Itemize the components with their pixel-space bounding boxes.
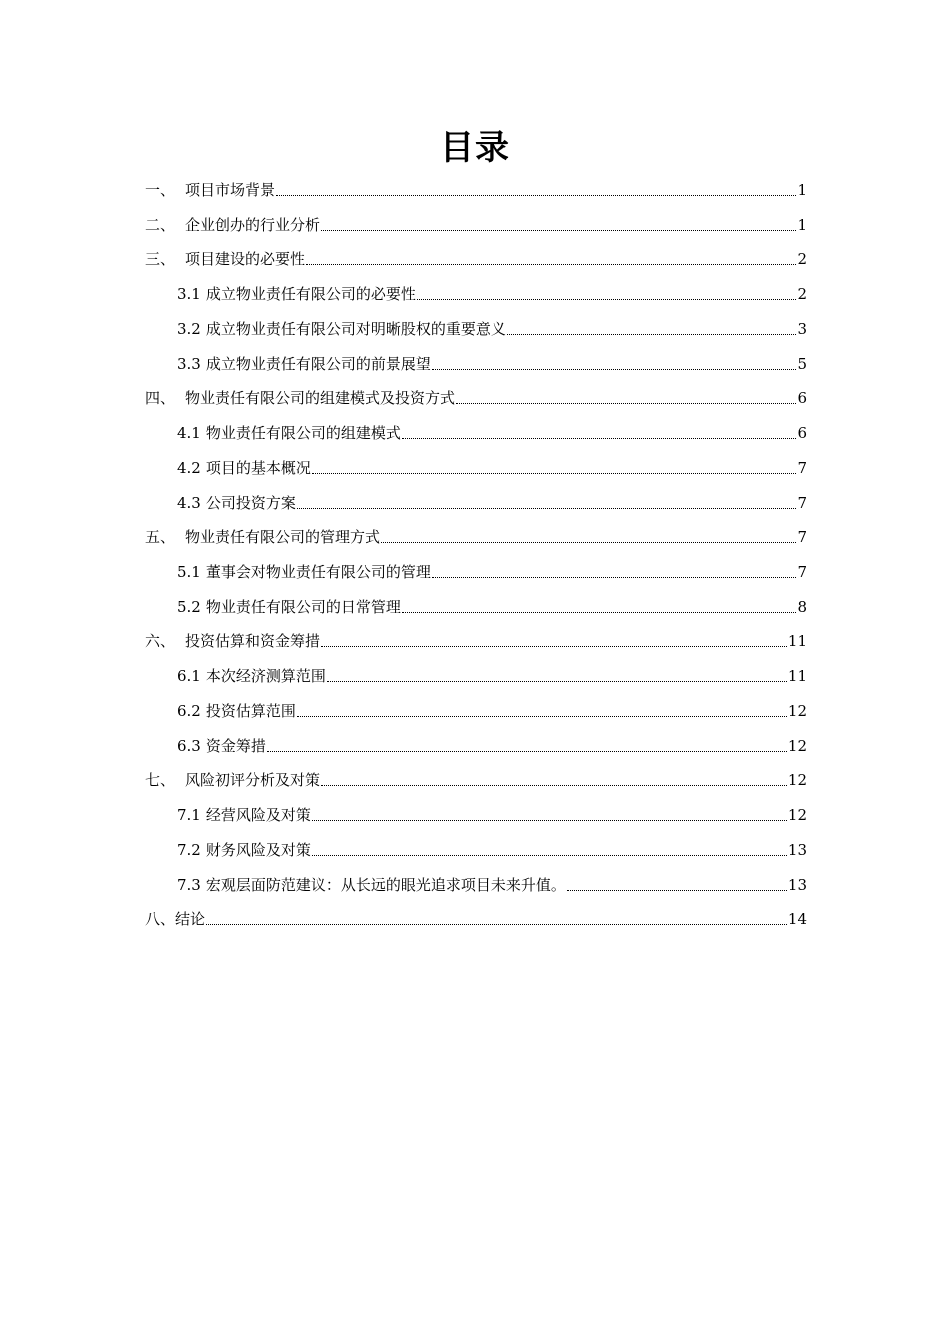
toc-entry[interactable] [177,348,807,374]
dot-leader [312,820,787,821]
dot-leader [456,403,796,404]
toc-entry[interactable] [177,660,807,686]
dot-leader [206,924,787,925]
toc-entry[interactable] [145,382,807,408]
toc-entry[interactable] [177,313,807,339]
dot-leader [312,473,797,474]
toc-entry-number: 七、 [145,771,176,789]
dot-leader [507,334,797,335]
dot-leader [321,230,796,231]
dot-leader [381,542,796,543]
toc-entry[interactable] [145,521,807,547]
toc-entry-page: 6 [797,389,807,407]
toc-entry[interactable] [177,452,807,478]
toc-entry-number: 7.2 [177,841,201,859]
toc-entry[interactable] [177,487,807,513]
toc-entry-text: 风险初评分析及对策 [185,771,321,789]
dot-leader [297,716,787,717]
toc-entry-number: 6.3 [177,737,201,755]
toc-entry-page: 13 [787,876,807,894]
dot-leader [327,681,787,682]
dot-leader [276,195,796,196]
toc-entry-page: 7 [797,494,807,512]
toc-entry-text: 成立物业责任有限公司的前景展望 [205,355,431,373]
toc-entry-text: 项目建设的必要性 [185,250,306,268]
toc-entry-page: 12 [787,806,807,824]
toc-title: 目录 [440,128,510,168]
toc-entry[interactable] [145,174,807,200]
toc-entry[interactable] [177,730,807,756]
toc-entry-text: 资金筹措 [205,737,266,755]
toc-entry-number: 7.3 [177,876,201,894]
toc-entry[interactable] [177,556,807,582]
toc-entry-page: 3 [797,320,807,338]
dot-leader [402,438,797,439]
toc-entry-text: 物业责任有限公司的管理方式 [185,528,381,546]
toc-entry-page: 1 [797,216,807,234]
toc-entry-number: 三、 [145,250,176,268]
toc-entry-page: 1 [797,181,807,199]
toc-entry-page: 2 [797,250,807,268]
toc-entry-page: 11 [787,667,807,685]
toc-entry-text: 董事会对物业责任有限公司的管理 [205,563,431,581]
dot-leader [417,299,797,300]
toc-entry[interactable] [177,834,807,860]
toc-entry[interactable] [177,591,807,617]
toc-entry-number: 6.1 [177,667,201,685]
toc-entry[interactable] [145,903,807,929]
toc-entry-page: 14 [787,910,807,928]
toc-entry-text: 本次经济测算范围 [205,667,326,685]
dot-leader [402,612,797,613]
dot-leader [297,508,797,509]
toc-entry[interactable] [145,764,807,790]
toc-entry-page: 13 [787,841,807,859]
dot-leader [567,890,787,891]
toc-entry-number: 7.1 [177,806,201,824]
toc-entry-page: 5 [797,355,807,373]
toc-entry-page: 8 [797,598,807,616]
toc-entry-page: 12 [787,771,807,789]
dot-leader [267,751,787,752]
dot-leader [321,785,787,786]
dot-leader [432,369,797,370]
toc-entry-text: 企业创办的行业分析 [185,216,321,234]
toc-entry-number: 4.1 [177,424,201,442]
toc-entry-text: 项目的基本概况 [205,459,311,477]
toc-entry-text: 公司投资方案 [205,494,296,512]
dot-leader [306,264,796,265]
toc-entry-number: 六、 [145,632,176,650]
toc-entry[interactable] [177,278,807,304]
toc-entry-text: 项目市场背景 [185,181,276,199]
toc-entry[interactable] [177,799,807,825]
toc-entry-number: 5.1 [177,563,201,581]
toc-entry-number: 3.2 [177,320,201,338]
toc-entry-text: 物业责任有限公司的组建模式 [205,424,401,442]
toc-entry-number: 5.2 [177,598,201,616]
toc-entry-page: 7 [797,563,807,581]
toc-entry-page: 6 [797,424,807,442]
toc-entry-number: 八、 [145,910,176,928]
toc-entry-number: 3.1 [177,285,201,303]
toc-entry-number: 4.3 [177,494,201,512]
toc-entry-number: 五、 [145,528,176,546]
toc-entry-number: 6.2 [177,702,201,720]
toc-entry-page: 11 [787,632,807,650]
toc-entry-text: 投资估算和资金筹措 [185,632,321,650]
toc-entry-number: 一、 [145,181,176,199]
toc-entry[interactable] [177,869,807,895]
toc-entry-number: 二、 [145,216,176,234]
toc-entry-number: 4.2 [177,459,201,477]
toc-entry-page: 12 [787,702,807,720]
toc-entry-page: 7 [797,459,807,477]
toc-entry-text: 结论 [175,910,206,928]
dot-leader [312,855,787,856]
dot-leader [321,646,787,647]
toc-entry[interactable] [145,625,807,651]
toc-entry[interactable] [145,209,807,235]
dot-leader [432,577,797,578]
toc-entry-text: 经营风险及对策 [205,806,311,824]
toc-entry-text: 成立物业责任有限公司对明晰股权的重要意义 [205,320,506,338]
toc-entry-page: 12 [787,737,807,755]
toc-entry-text: 物业责任有限公司的日常管理 [205,598,401,616]
toc-entry-text: 投资估算范围 [205,702,296,720]
toc-entry-text: 宏观层面防范建议：从长远的眼光追求项目未来升值。 [205,876,566,894]
toc-entry-text: 物业责任有限公司的组建模式及投资方式 [185,389,456,407]
toc-entry[interactable] [177,695,807,721]
toc-entry-text: 财务风险及对策 [205,841,311,859]
toc-entry-page: 7 [797,528,807,546]
toc-entry-page: 2 [797,285,807,303]
toc-entry-number: 四、 [145,389,176,407]
toc-entry[interactable] [145,243,807,269]
toc-entry[interactable] [177,417,807,443]
toc-entry-text: 成立物业责任有限公司的必要性 [205,285,416,303]
toc-entry-number: 3.3 [177,355,201,373]
